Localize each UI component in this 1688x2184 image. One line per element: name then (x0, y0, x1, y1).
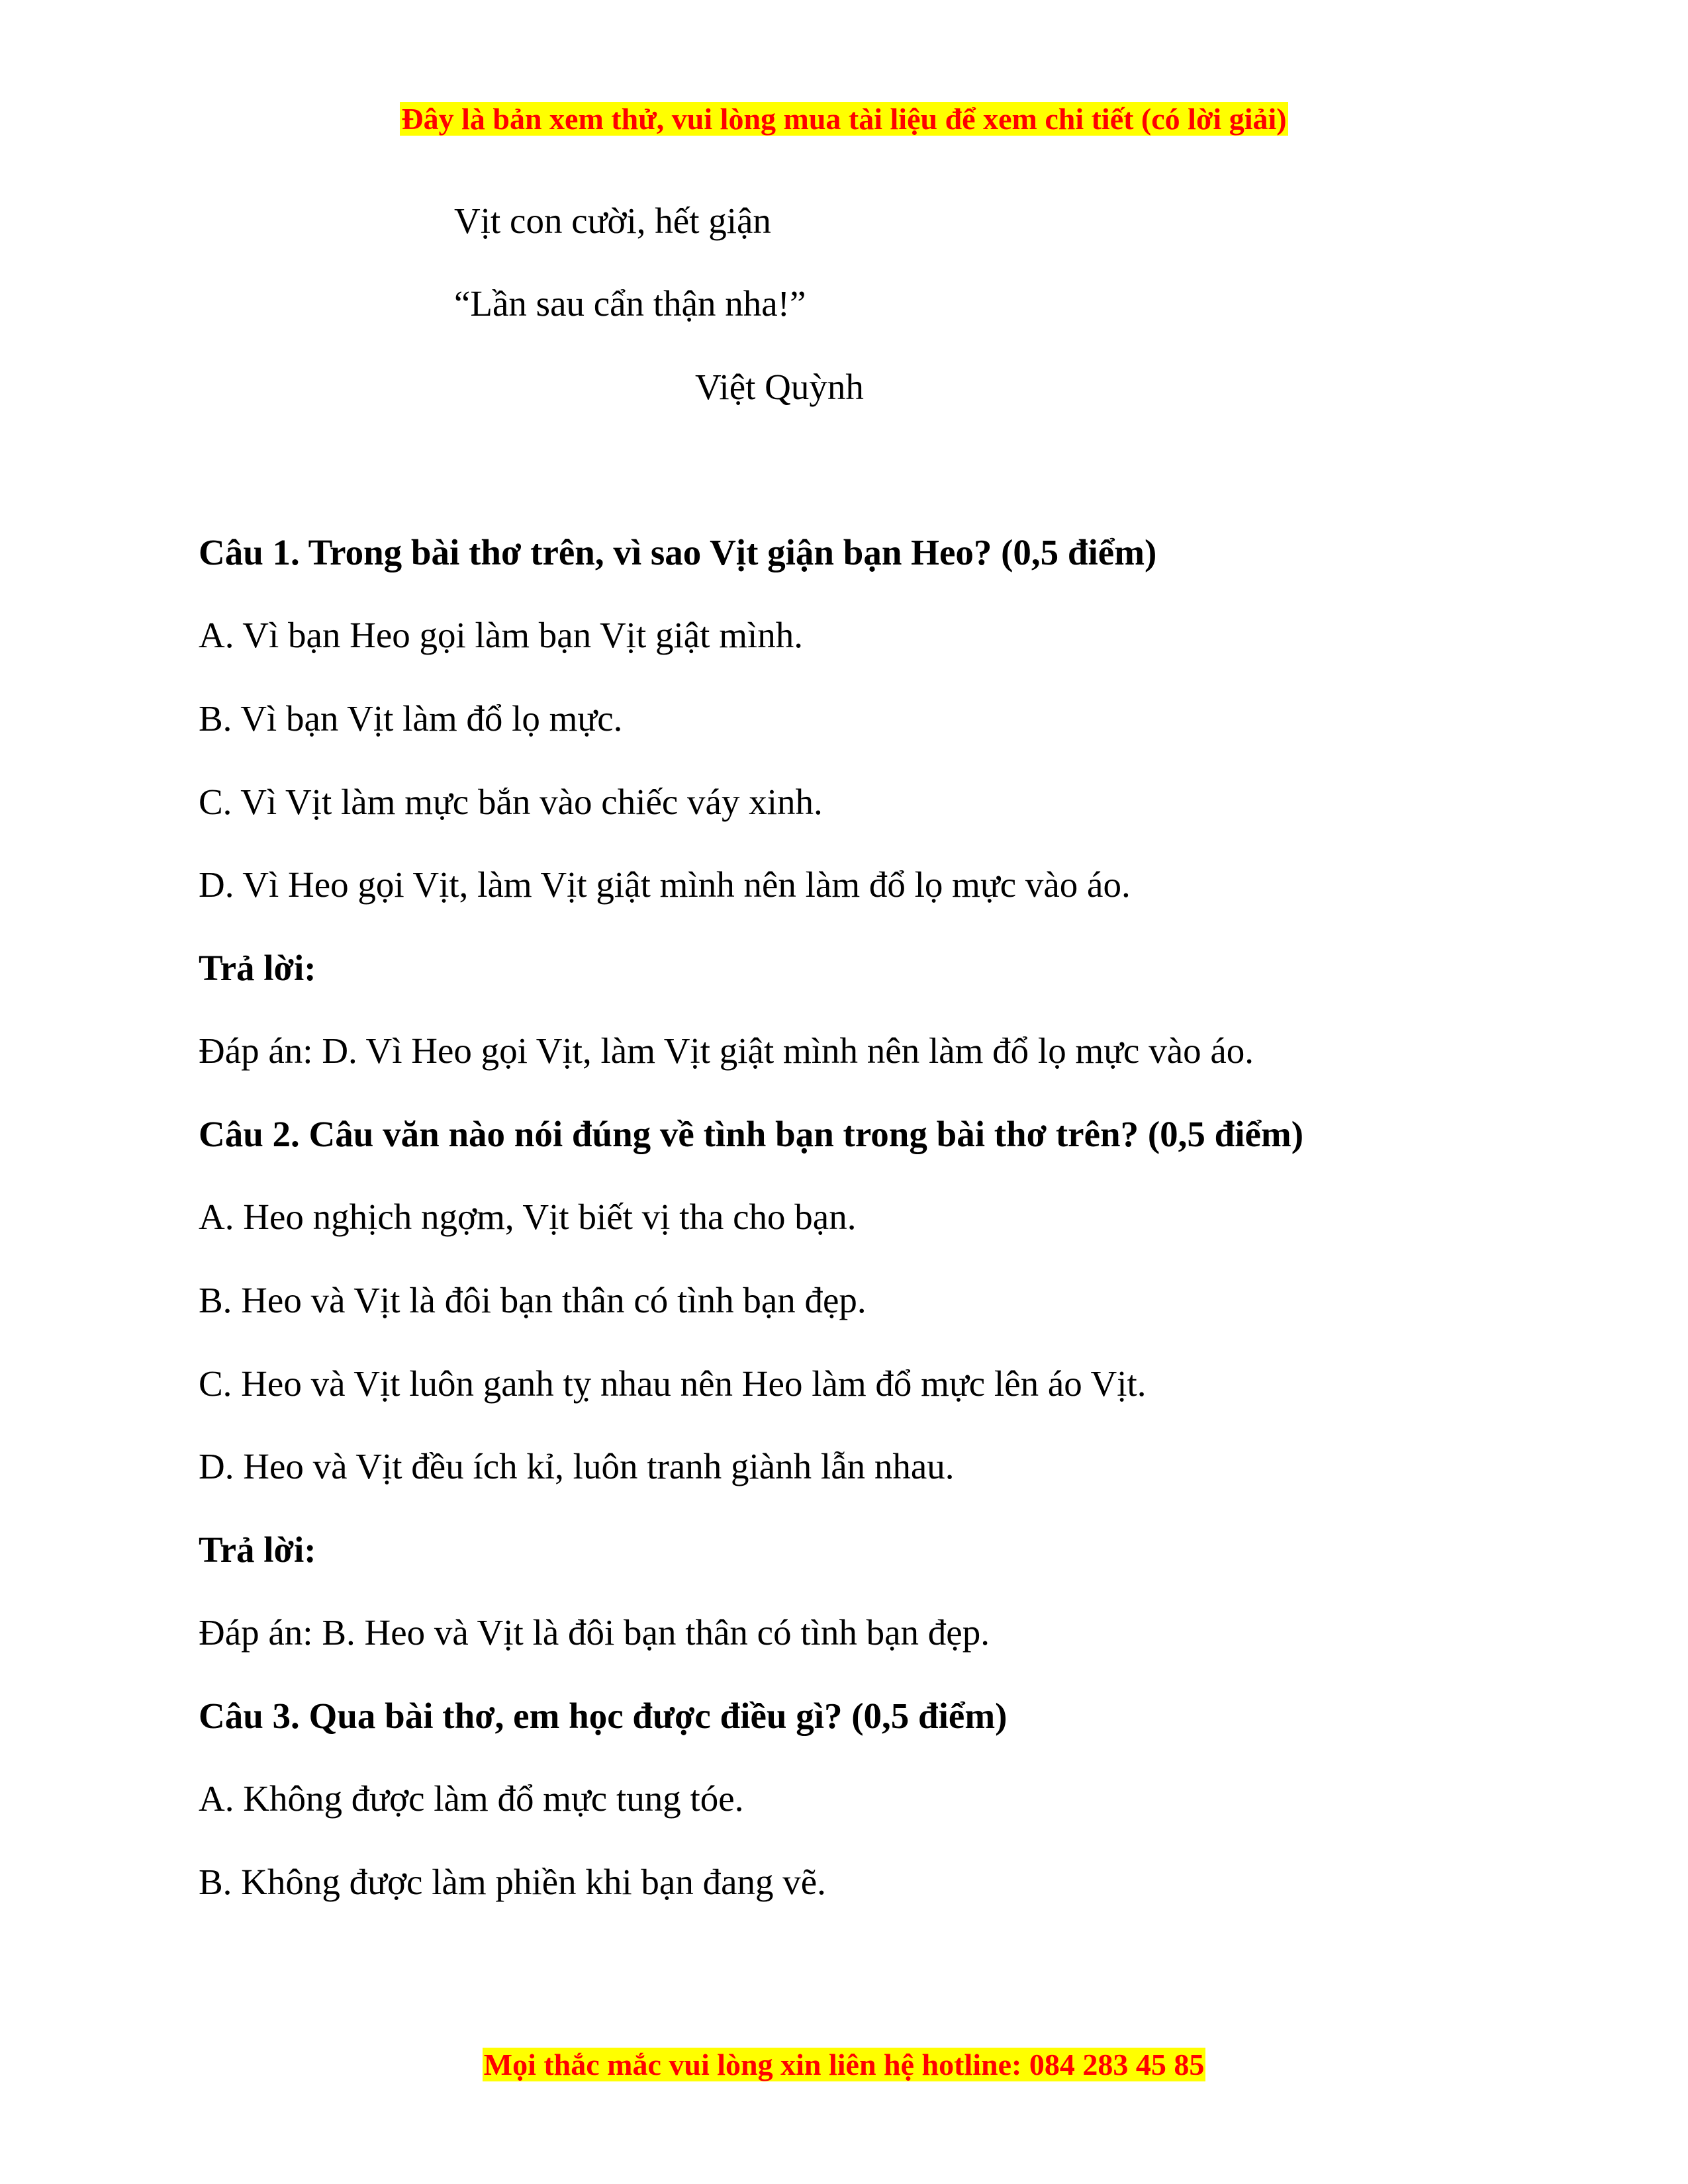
preview-notice-text: Đây là bản xem thử, vui lòng mua tài liệu để xem chi tiết (có lời giải) (401, 102, 1287, 136)
question-2-option-a: A. Heo nghịch ngợm, Vịt biết vị tha cho bạn. (199, 1197, 857, 1237)
hotline-text: Mọi thắc mắc vui lòng xin liên hệ hotline: 084 283 45 85 (483, 2048, 1205, 2081)
question-2-title: Câu 2. Câu văn nào nói đúng về tình bạn trong bài thơ trên? (0,5 điểm) (199, 1114, 1304, 1154)
question-1-answer-label: Trả lời: (199, 948, 316, 988)
question-1-option-c: C. Vì Vịt làm mực bắn vào chiếc váy xinh. (199, 782, 823, 822)
question-1-title: Câu 1. Trong bài thơ trên, vì sao Vịt giận bạn Heo? (0,5 điểm) (199, 532, 1157, 572)
question-3-title: Câu 3. Qua bài thơ, em học được điều gì? (0,5 điểm) (199, 1696, 1008, 1736)
question-2-option-c: C. Heo và Vịt luôn ganh tỵ nhau nên Heo làm đổ mực lên áo Vịt. (199, 1363, 1147, 1404)
question-1-option-d: D. Vì Heo gọi Vịt, làm Vịt giật mình nên làm đổ lọ mực vào áo. (199, 864, 1131, 905)
poem-line: Vịt con cười, hết giận (454, 201, 771, 241)
poem-author: Việt Quỳnh (695, 367, 864, 407)
question-1-option-a: A. Vì bạn Heo gọi làm bạn Vịt giật mình. (199, 615, 804, 655)
preview-notice-banner (0, 101, 1688, 138)
question-2-answer: Đáp án: B. Heo và Vịt là đôi bạn thân có tình bạn đẹp. (199, 1612, 990, 1653)
question-2-option-b: B. Heo và Vịt là đôi bạn thân có tình bạn đẹp. (199, 1280, 867, 1320)
question-1-answer: Đáp án: D. Vì Heo gọi Vịt, làm Vịt giật mình nên làm đổ lọ mực vào áo. (199, 1030, 1254, 1071)
question-1-option-b: B. Vì bạn Vịt làm đổ lọ mực. (199, 698, 623, 739)
question-3-option-a: A. Không được làm đổ mực tung tóe. (199, 1778, 744, 1819)
poem-line: “Lần sau cẩn thận nha!” (454, 283, 806, 324)
hotline-banner (0, 2046, 1688, 2083)
question-2-answer-label: Trả lời: (199, 1529, 316, 1570)
question-2-option-d: D. Heo và Vịt đều ích kỉ, luôn tranh giành lẫn nhau. (199, 1446, 955, 1486)
question-3-option-b: B. Không được làm phiền khi bạn đang vẽ. (199, 1862, 826, 1902)
